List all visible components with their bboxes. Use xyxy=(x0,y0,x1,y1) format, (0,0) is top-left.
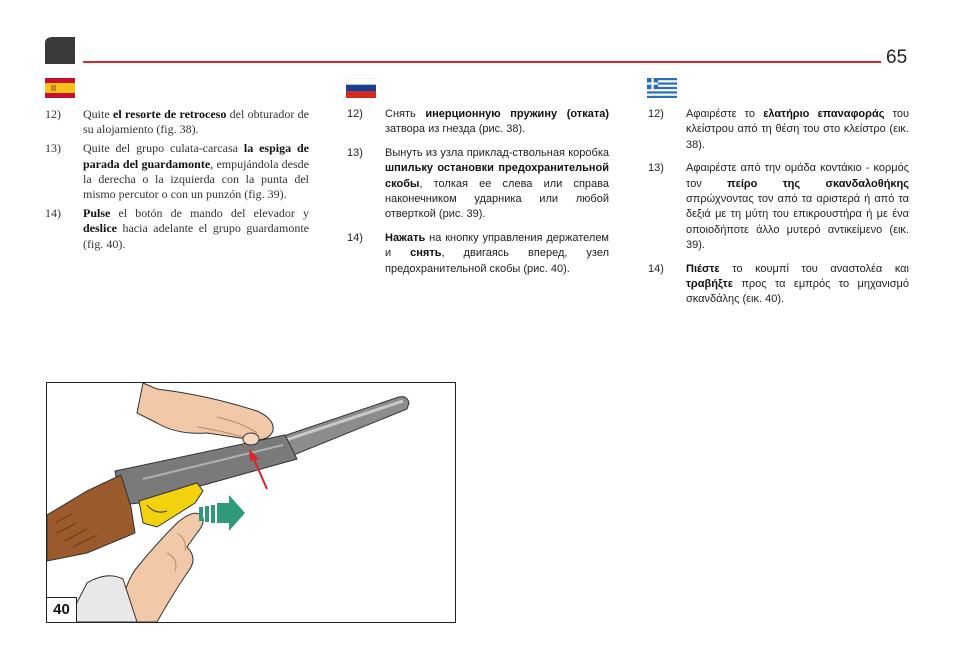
bold-term: ελατήριο επαναφοράς xyxy=(763,108,885,120)
header-rule xyxy=(83,61,881,63)
step-text: Αφαιρέστε από την ομάδα κοντάκιο - κορμός τον xyxy=(686,162,909,190)
step-text: Quite xyxy=(83,107,114,121)
bold-term: deslice xyxy=(83,221,117,236)
instruction-step xyxy=(347,231,609,277)
bold-term: Pulse xyxy=(83,206,111,221)
step-number: 12) xyxy=(347,108,363,120)
instruction-step xyxy=(45,206,309,252)
figure-40 xyxy=(46,382,456,623)
step-text: το κουμπί του αναστολέα και xyxy=(719,262,909,275)
step-number: 14) xyxy=(45,206,61,221)
russian-instructions xyxy=(347,107,609,285)
page-number: 65 xyxy=(886,47,908,68)
instruction-step xyxy=(45,107,309,137)
bold-term: τραβήξτε xyxy=(686,278,733,291)
greek-instructions xyxy=(648,107,909,316)
step-number: 13) xyxy=(347,146,363,159)
step-text: , empujándola desde la derecha o la izquierda con la punta del mismo percutor o con un punzón (fig. 39). xyxy=(83,156,309,202)
instruction-step xyxy=(347,146,609,223)
step-text: προς τα εμπρός το μηχανισμό σκανδάλης (εικ. 40). xyxy=(686,278,909,306)
step-text: Снять xyxy=(385,108,426,120)
bold-term: la espiga de parada del guardamonte xyxy=(83,141,309,171)
step-number: 13) xyxy=(648,162,664,175)
step-text: Quite del grupo culata-carcasa xyxy=(83,141,244,156)
step-text: hacia adelante el grupo guardamonte (fig. 40). xyxy=(83,221,309,251)
spanish-instructions xyxy=(45,107,309,256)
step-text: el botón de mando del elevador y xyxy=(110,206,309,221)
step-text: του κλείστρου από τη θέση του στο κλείστρο (εικ. 38). xyxy=(686,108,909,151)
step-number: 14) xyxy=(347,231,363,244)
instruction-step xyxy=(648,262,909,308)
step-text: σπρώχνοντας τον από τα αριστερά ή από τα δεξιά με τη μύτη του επικρουστήρα ή με ένα οποιοδήποτε άλλο μυτερό αντικείμενο (εικ. 39). xyxy=(686,193,909,252)
step-text: Вынуть из узла приклад-ствольная коробка xyxy=(385,146,609,159)
figure-number: 40 xyxy=(47,597,77,622)
bold-term: Нажать xyxy=(385,231,426,244)
spain-flag-icon xyxy=(45,78,75,98)
bold-term: πείρο της σκανδαλοθήκης xyxy=(727,177,909,190)
greece-flag-icon xyxy=(647,78,677,98)
step-text: , двигаясь вперед, узел предохранительной скобы (рис. 40). xyxy=(385,247,610,275)
bold-term: Πιέστε xyxy=(686,262,720,275)
bold-term: el resorte de retroceso xyxy=(113,107,227,121)
bold-term: шпильку остановки предохранительной скобы xyxy=(385,162,609,190)
step-number: 12) xyxy=(45,107,61,121)
bold-term: снять xyxy=(410,247,442,260)
step-text: del obturador de su alojamiento (fig. 38). xyxy=(83,107,309,137)
instruction-step xyxy=(347,107,609,138)
step-number: 13) xyxy=(45,141,61,156)
hands-trigger-group-illustration xyxy=(47,383,455,622)
step-number: 14) xyxy=(648,262,664,275)
step-number: 12) xyxy=(648,108,664,120)
instruction-step xyxy=(648,161,909,253)
instruction-step xyxy=(648,107,909,153)
brand-logo-icon xyxy=(45,37,75,64)
step-text: на кнопку управления держателем и xyxy=(385,231,609,260)
step-text: , толкая ее слева или справа наконечником ударника или любой отверткой (рис. 39). xyxy=(385,177,609,221)
bold-term: инерционную пружину (отката) xyxy=(425,108,609,120)
step-text: Αφαιρέστε το xyxy=(686,108,764,120)
russia-flag-icon xyxy=(346,78,376,98)
step-text: затвора из гнезда (рис. 38). xyxy=(385,123,526,136)
instruction-step xyxy=(45,141,309,202)
